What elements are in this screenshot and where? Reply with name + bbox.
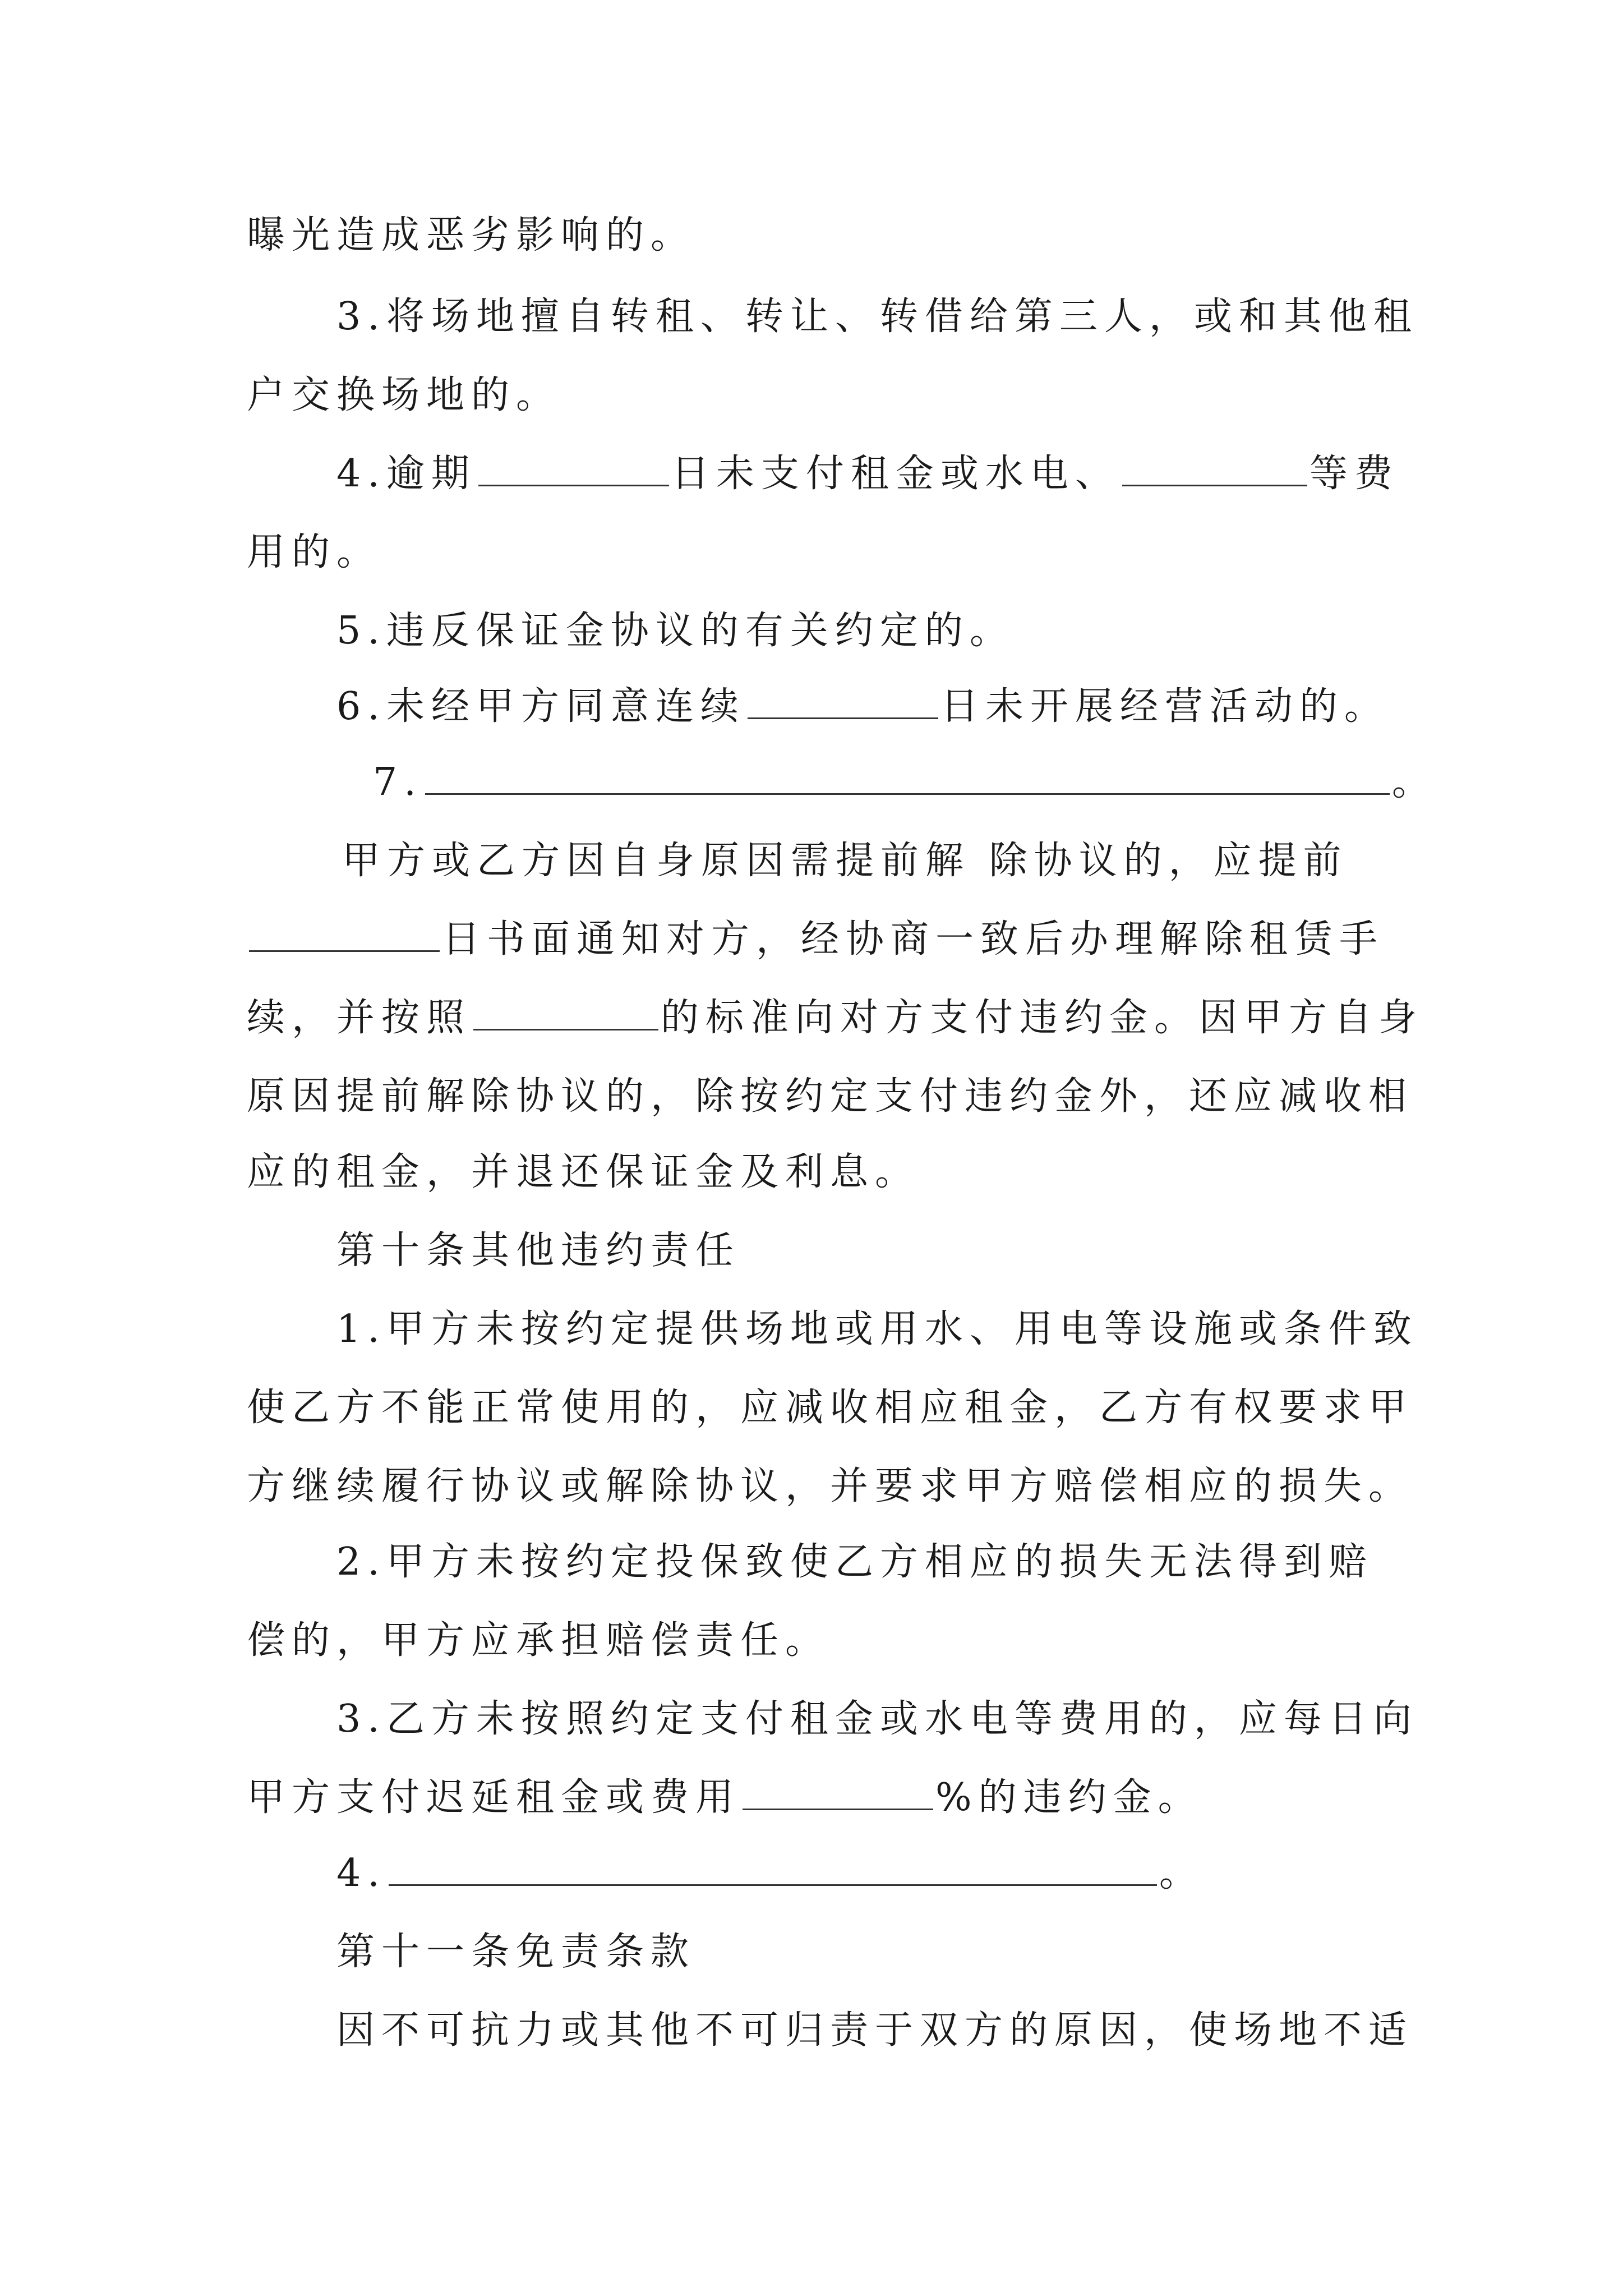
section-heading: 第十一条免责条款 [336,1930,696,1974]
text-line: 3.乙方未按照约定支付租金或水电等费用的，应每日向 [336,1697,1418,1741]
section-heading: 第十条其他违约责任 [336,1228,741,1273]
text-line: 因不可抗力或其他不可归责于双方的原因，使场地不适 [336,2008,1414,2053]
text-line: 曝光造成恶劣影响的。 [247,213,696,257]
text-line: 使乙方不能正常使用的，应减收相应租金，乙方有权要求甲 [247,1386,1414,1430]
text-line: 3.将场地擅自转租、转让、转借给第三人，或和其他租 [336,295,1418,339]
text-line: 4. 。 [336,1851,1204,1895]
fill-blank[interactable] [425,760,1390,795]
text-line: 方继续履行协议或解除协议，并要求甲方赔偿相应的损失。 [247,1464,1414,1508]
text-line: 原因提前解除协议的，除按约定支付违约金外，还应减收相 [247,1074,1414,1119]
text-line: 1.甲方未按约定提供场地或用水、用电等设施或条件致 [336,1307,1418,1351]
text-line: 6.未经甲方同意连续 日未开展经营活动的。 [336,684,1389,729]
fill-blank[interactable] [389,1851,1157,1886]
fill-blank[interactable] [473,995,658,1030]
text-line: 4.逾期 日未支付租金或水电、 等费 [336,452,1399,496]
text-line: 7. 。 [373,760,1437,804]
text-line: 甲方或乙方因自身原因需提前解 除协议的，应提前 [342,839,1348,883]
text-line: 应的租金，并退还保证金及利息。 [247,1150,920,1194]
text-line: 2.甲方未按约定投保致使乙方相应的损失无法得到赔 [336,1540,1373,1584]
fill-blank[interactable] [748,684,938,719]
text-line: 日书面通知对方，经协商一致后办理解除租赁手 [247,912,1384,968]
fill-blank[interactable] [1122,451,1307,486]
text-line: 甲方支付迟延租金或费用 %的违约金。 [247,1775,1203,1820]
text-line: 户交换场地的。 [247,373,561,417]
fill-blank[interactable] [249,917,440,952]
text-line: 用的。 [247,530,382,574]
text-line: 5.违反保证金协议的有关约定的。 [336,609,1015,653]
text-line: 偿的，甲方应承担赔偿责任。 [247,1618,831,1663]
fill-blank[interactable] [743,1775,933,1810]
text-line: 续，并按照 的标准向对方支付违约金。因甲方自身 [247,996,1424,1040]
fill-blank[interactable] [478,451,669,486]
